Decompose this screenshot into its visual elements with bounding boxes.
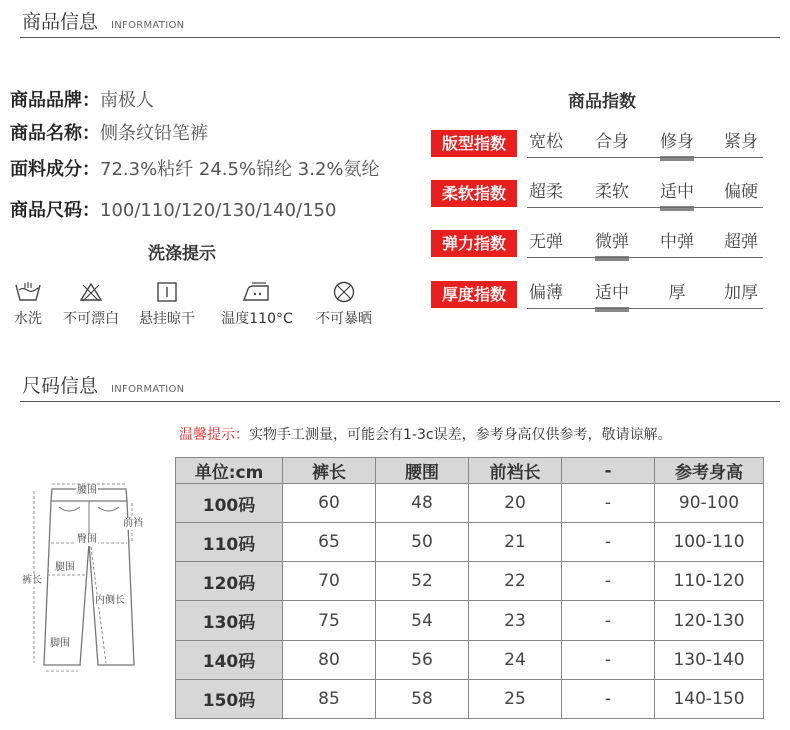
index-option: 无弹: [529, 232, 563, 252]
header-cell: -: [562, 458, 655, 484]
label-inseam: 内侧长: [95, 595, 125, 606]
index-option: 偏硬: [724, 182, 758, 202]
size-cell: 130码: [176, 601, 283, 640]
table-cell: -: [562, 640, 655, 679]
table-cell: 110-120: [655, 562, 764, 601]
table-row: [176, 562, 764, 601]
size-cell: 150码: [176, 679, 283, 718]
index-option: 偏薄: [529, 283, 563, 303]
table-cell: 58: [376, 679, 469, 718]
table-cell: -: [562, 484, 655, 523]
header-cell: 腰围: [376, 458, 469, 484]
size-table: [175, 457, 764, 719]
table-cell: 56: [376, 640, 469, 679]
table-row: [176, 679, 764, 718]
wash-item-iron: [212, 281, 302, 328]
tip-text: 实物手工测量，可能会有1-3c误差，参考身高仅供参考，敬请谅解。: [249, 427, 672, 443]
index-option: 厚: [668, 283, 686, 303]
table-cell: 54: [376, 601, 469, 640]
hang-dry-icon: [155, 281, 179, 303]
table-cell: 24: [469, 640, 562, 679]
section-subtitle: INFORMATION: [111, 384, 185, 395]
index-baseline: [527, 308, 763, 309]
table-cell: 60: [283, 484, 376, 523]
wash-item-hang-dry: [122, 281, 212, 328]
table-cell: 70: [283, 562, 376, 601]
index-option-selected: 修身: [646, 130, 708, 154]
index-option: 紧身: [724, 132, 758, 152]
material-value: 72.3%粘纤 24.5%锦纶 3.2%氨纶: [100, 159, 380, 180]
product-info-header: [20, 8, 780, 38]
wash-item-no-sun: [299, 281, 389, 328]
index-option-selected: 微弹: [581, 230, 643, 254]
table-row: [176, 484, 764, 523]
table-cell: 22: [469, 562, 562, 601]
table-row: [176, 640, 764, 679]
sizes-label: 商品尺码：: [10, 200, 100, 221]
table-row: [176, 601, 764, 640]
table-row: [176, 523, 764, 562]
index-option: 超柔: [529, 182, 563, 202]
wash-title: 洗涤提示: [148, 244, 216, 264]
index-option: 超弹: [724, 232, 758, 252]
table-cell: -: [562, 562, 655, 601]
hand-wash-icon: [14, 281, 42, 303]
section-title: 尺码信息: [22, 375, 99, 397]
table-cell: 48: [376, 484, 469, 523]
table-cell: 75: [283, 601, 376, 640]
index-option-selected: 适中: [646, 180, 708, 204]
pants-measurement-diagram: [14, 475, 164, 675]
section-title: 商品信息: [22, 11, 99, 33]
brand-label: 商品品牌：: [10, 90, 100, 111]
table-cell: 52: [376, 562, 469, 601]
index-option: 中弹: [660, 232, 694, 252]
section-subtitle: INFORMATION: [111, 20, 185, 31]
iron-icon: [242, 281, 272, 303]
index-baseline: [527, 157, 763, 158]
wash-label: 温度110°C: [221, 311, 293, 327]
material-label: 面料成分：: [10, 159, 100, 180]
table-header-row: [176, 458, 764, 484]
label-hem: 脚围: [50, 638, 70, 649]
label-front-rise: 前裆: [123, 518, 143, 529]
sizes-line: [10, 196, 336, 222]
table-cell: 140-150: [655, 679, 764, 718]
name-line: [10, 119, 208, 145]
size-cell: 100码: [176, 484, 283, 523]
label-thigh: 腿围: [55, 562, 75, 573]
index-option: 合身: [595, 132, 629, 152]
tip-label: 温馨提示：: [179, 427, 249, 443]
brand-line: [10, 86, 154, 112]
name-value: 侧条纹铅笔裤: [100, 123, 208, 144]
wash-label: 不可漂白: [63, 311, 119, 327]
table-cell: 130-140: [655, 640, 764, 679]
index-row-fit: [431, 130, 763, 158]
index-tag: 弹力指数: [431, 230, 517, 257]
label-hip: 臀围: [77, 534, 97, 545]
table-cell: 21: [469, 523, 562, 562]
index-baseline: [527, 207, 763, 208]
header-cell: 单位:cm: [176, 458, 283, 484]
table-cell: 25: [469, 679, 562, 718]
size-cell: 110码: [176, 523, 283, 562]
index-row-elasticity: [431, 230, 763, 258]
table-cell: 23: [469, 601, 562, 640]
index-tag: 厚度指数: [431, 281, 517, 308]
indices-title: 商品指数: [568, 92, 636, 112]
material-line: [10, 155, 380, 181]
size-cell: 140码: [176, 640, 283, 679]
size-cell: 120码: [176, 562, 283, 601]
label-waist: 腰围: [77, 485, 97, 496]
sizes-value: 100/110/120/130/140/150: [100, 200, 337, 221]
table-cell: 90-100: [655, 484, 764, 523]
no-sun-icon: [332, 281, 356, 303]
table-cell: 120-130: [655, 601, 764, 640]
label-length: 裤长: [22, 575, 42, 586]
index-tag: 版型指数: [431, 130, 517, 157]
table-cell: 50: [376, 523, 469, 562]
no-bleach-icon: [79, 281, 103, 303]
wash-label: 不可暴晒: [316, 311, 372, 327]
size-info-header: [20, 372, 780, 402]
wash-label: 悬挂晾干: [139, 311, 195, 327]
table-cell: 20: [469, 484, 562, 523]
index-row-thickness: [431, 281, 763, 309]
wash-label: 水洗: [14, 311, 42, 327]
index-option: 宽松: [529, 132, 563, 152]
table-cell: 80: [283, 640, 376, 679]
index-option: 加厚: [724, 283, 758, 303]
size-tip: [179, 424, 672, 444]
header-cell: 参考身高: [655, 458, 764, 484]
index-baseline: [527, 257, 763, 258]
header-cell: 前裆长: [469, 458, 562, 484]
table-cell: -: [562, 523, 655, 562]
index-row-softness: [431, 180, 763, 208]
table-cell: -: [562, 679, 655, 718]
table-cell: 85: [283, 679, 376, 718]
index-option: 柔软: [595, 182, 629, 202]
table-cell: 100-110: [655, 523, 764, 562]
table-cell: 65: [283, 523, 376, 562]
index-option-selected: 适中: [581, 281, 643, 305]
index-tag: 柔软指数: [431, 180, 517, 207]
brand-value: 南极人: [100, 90, 154, 111]
header-cell: 裤长: [283, 458, 376, 484]
table-cell: -: [562, 601, 655, 640]
name-label: 商品名称：: [10, 123, 100, 144]
